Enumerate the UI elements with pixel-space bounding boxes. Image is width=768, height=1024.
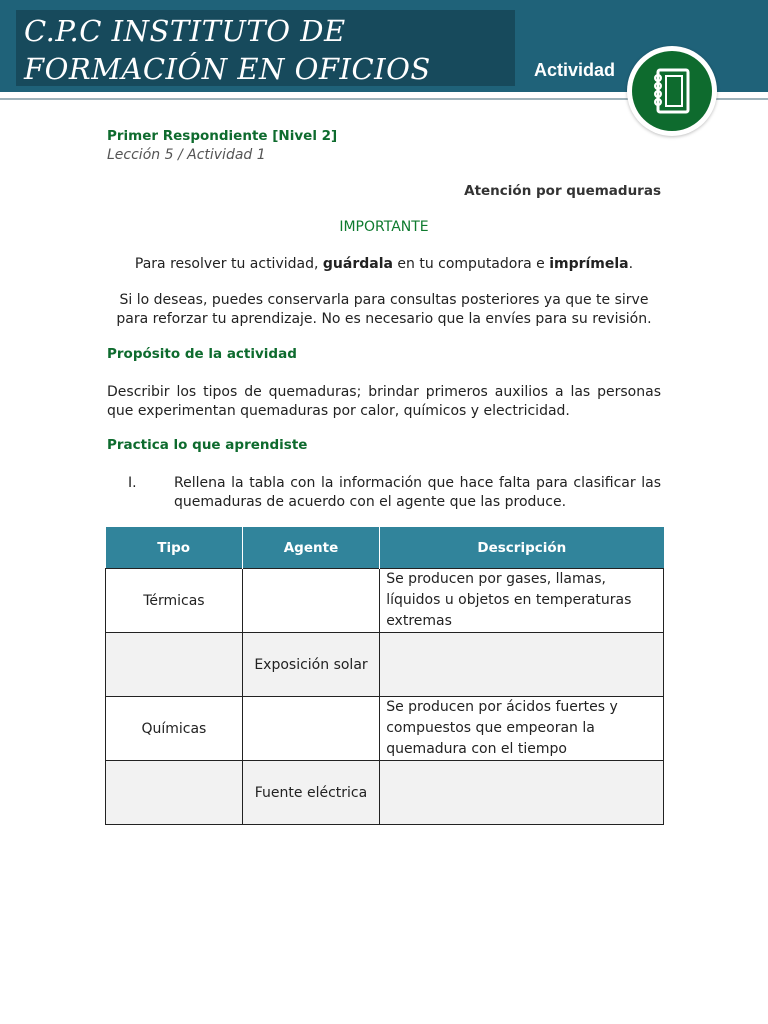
- purpose-heading: Propósito de la actividad: [107, 346, 297, 362]
- logo: [627, 46, 717, 136]
- header-tipo: Tipo: [106, 527, 243, 569]
- cell-descripcion[interactable]: [380, 761, 664, 825]
- p1-bold-save: guárdala: [322, 256, 393, 272]
- institute-title-box: [16, 10, 515, 86]
- cell-agente[interactable]: [242, 569, 379, 633]
- header-agente: Agente: [242, 527, 379, 569]
- cell-tipo[interactable]: [106, 761, 243, 825]
- institute-title-line2: FORMACIÓN EN OFICIOS: [24, 52, 431, 86]
- p1-before: Para resolver tu actividad,: [134, 256, 323, 272]
- p1-middle: en tu computadora e: [392, 256, 550, 272]
- cell-agente[interactable]: Fuente eléctrica: [242, 761, 379, 825]
- cell-tipo[interactable]: [106, 633, 243, 697]
- cell-descripcion[interactable]: Se producen por gases, llamas, líquidos u objetos en temperaturas extremas: [380, 569, 664, 633]
- topic-title: Atención por quemaduras: [464, 183, 661, 199]
- institute-title: [24, 12, 519, 88]
- practice-item-number: I.: [128, 475, 137, 491]
- lesson-label: Lección 5 / Actividad 1: [107, 147, 266, 163]
- cell-agente[interactable]: Exposición solar: [242, 633, 379, 697]
- practice-item-text: Rellena la tabla con la información que hace falta para clasificar las quemaduras de acuerdo con el agente que las produce.: [174, 475, 661, 510]
- course-title: Primer Respondiente [Nivel 2]: [107, 128, 338, 144]
- burns-table: [105, 527, 664, 825]
- table-header-row: [106, 527, 664, 569]
- table-row: [106, 633, 664, 697]
- practice-heading: Practica lo que aprendiste: [107, 437, 308, 453]
- cell-agente[interactable]: [242, 697, 379, 761]
- table-row: [106, 761, 664, 825]
- header-descripcion: Descripción: [380, 527, 664, 569]
- cell-tipo[interactable]: Químicas: [106, 697, 243, 761]
- cell-descripcion[interactable]: Se producen por ácidos fuertes y compuestos que empeoran la quemadura con el tiempo: [380, 697, 664, 761]
- table-row: [106, 569, 664, 633]
- keep-note: Si lo deseas, puedes conservarla para consultas posteriores ya que te sirve para reforzar tu aprendizaje. No es necesario que la envíes para su revisión.: [116, 292, 652, 327]
- cell-tipo[interactable]: Térmicas: [106, 569, 243, 633]
- save-print-instruction: [107, 255, 661, 274]
- section-label: Actividad: [534, 60, 616, 80]
- table-row: [106, 697, 664, 761]
- p1-end: .: [628, 256, 634, 272]
- institute-title-line1: C.P.C INSTITUTO DE: [24, 14, 346, 48]
- purpose-text: Describir los tipos de quemaduras; brindar primeros auxilios a las personas que experimentan quemaduras por calor, químicos y electricidad.: [107, 384, 661, 419]
- cell-descripcion[interactable]: [380, 633, 664, 697]
- important-label: IMPORTANTE: [339, 219, 429, 235]
- p1-bold-print: imprímela: [549, 256, 629, 272]
- notebook-icon: [632, 51, 712, 131]
